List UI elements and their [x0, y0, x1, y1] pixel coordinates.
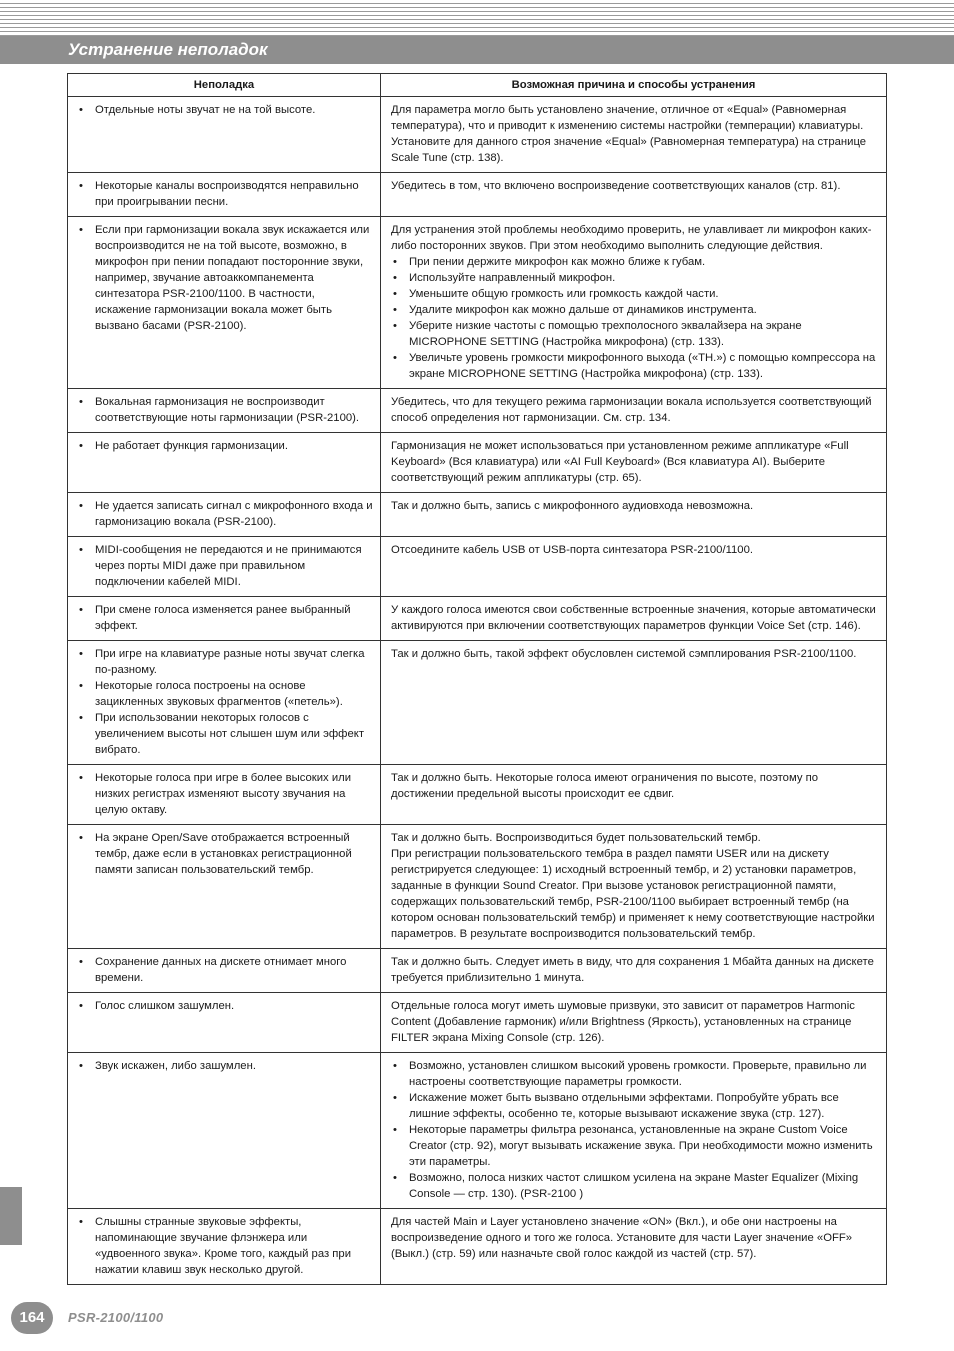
- table-body: [68, 97, 887, 1285]
- solution-text: Для параметра могло быть установлено значение, отличное от «Equal» (Равномерная температура), что и приводит к изменению системы настройки (темперации) клавиатуры. Установите для данного строя значение «Equal» (Равномерная температура) на странице Scale Tune (стр. 138).: [391, 104, 867, 164]
- problem-list: [78, 1058, 374, 1074]
- solution-item: • Увеличьте уровень громкости микрофонного выхода («TH.») с помощью компрессора на экране MICROPHONE SETTING (Настройка микрофона) (стр. 133).: [391, 350, 880, 382]
- table-row: [68, 389, 887, 433]
- problem-item: • Некоторые голоса при игре в более высоких или низких регистрах изменяют высоту звучания на целую октаву.: [78, 770, 374, 818]
- table-row: [68, 825, 887, 949]
- solution-text: Для устранения этой проблемы необходимо проверить, не улавливает ли микрофон каких-либо посторонних звуков. При этом необходимо выполнить следующие действия.: [391, 224, 872, 252]
- problem-cell: [68, 389, 381, 433]
- problem-cell: [68, 493, 381, 537]
- solution-text: Так и должно быть, такой эффект обусловлен системой сэмплирования PSR-2100/1100.: [391, 648, 857, 660]
- solution-text: Так и должно быть. Некоторые голоса имеют ограничения по высоте, поэтому по достижении предельной высоты происходит ее сдвиг.: [391, 772, 819, 800]
- problem-cell: [68, 1209, 381, 1285]
- problem-item: • Вокальная гармонизация не воспроизводит соответствующие ноты гармонизации (PSR-2100).: [78, 394, 374, 426]
- problem-item: • Не удается записать сигнал с микрофонного входа и гармонизацию вокала (PSR-2100).: [78, 498, 374, 530]
- problem-cell: [68, 993, 381, 1053]
- solution-text: Гармонизация не может использоваться при установленном режиме аппликатуре «Full Keyboard» (Вся клавиатура) или «AI Full Keyboard» (Вся клавиатура AI). Выберите соответствующий режим аппликатуры (стр. 65).: [391, 440, 849, 484]
- problem-item: • Некоторые голоса построены на основе зацикленных звуковых фрагментов («петель»).: [78, 678, 374, 710]
- solution-text: Убедитесь, что для текущего режима гармонизации вокала используется соответствующий способ определения нот гармонизации. См. стр. 134.: [391, 396, 872, 424]
- problem-cell: [68, 173, 381, 217]
- solution-cell: [381, 97, 887, 173]
- solution-item: • Некоторые параметры фильтра резонанса, установленные на экране Custom Voice Creator (стр. 92), могут вызывать искажение звука. При необходимости можно изменить эти параметры.: [391, 1122, 880, 1170]
- problem-item: • При использовании некоторых голосов с увеличением высоты нот слышен шум или эффект вибрато.: [78, 710, 374, 758]
- solution-text: Так и должно быть. Следует иметь в виду, что для сохранения 1 Мбайта данных на дискете требуется приблизительно 1 минута.: [391, 956, 874, 984]
- table-row: [68, 1053, 887, 1209]
- solution-text: Убедитесь в том, что включено воспроизведение соответствующих каналов (стр. 81).: [391, 180, 841, 192]
- side-tab-marker: [0, 1187, 22, 1245]
- solution-cell: [381, 993, 887, 1053]
- solution-text: Отсоедините кабель USB от USB-порта синтезатора PSR-2100/1100.: [391, 544, 754, 556]
- problem-item: • При смене голоса изменяется ранее выбранный эффект.: [78, 602, 374, 634]
- problem-item: • Не работает функция гармонизации.: [78, 438, 374, 454]
- model-name: PSR-2100/1100: [68, 1310, 164, 1325]
- problem-cell: [68, 433, 381, 493]
- solution-item: • Искажение может быть вызвано отдельными эффектами. Попробуйте убрать все лишние эффекты, особенно те, которые вызывают искажение звука (стр. 127).: [391, 1090, 880, 1122]
- table-row: [68, 597, 887, 641]
- problem-cell: [68, 765, 381, 825]
- solution-text: У каждого голоса имеются свои собственные встроенные значения, которые автоматически активируются при включении соответствующих параметров функции Voice Set (стр. 146).: [391, 604, 876, 632]
- problem-list: [78, 102, 374, 118]
- problem-cell: [68, 641, 381, 765]
- problem-cell: [68, 949, 381, 993]
- table-row: [68, 1209, 887, 1285]
- solution-item: • При пении держите микрофон как можно ближе к губам.: [391, 254, 880, 270]
- solution-cell: [381, 825, 887, 949]
- table-row: [68, 433, 887, 493]
- solution-text: Отдельные голоса могут иметь шумовые призвуки, это зависит от параметров Harmonic Content (Добавление гармоник) и/или Brightness (Яркость), установленных на странице FILTER экрана Mixing Console (стр. 126).: [391, 1000, 855, 1044]
- solution-item: • Удалите микрофон как можно дальше от динамиков инструмента.: [391, 302, 880, 318]
- problem-item: • Слышны странные звуковые эффекты, напоминающие звучание флэнжера или «удвоенного звука». Кроме того, каждый раз при нажатии клавиш звук несколько другой.: [78, 1214, 374, 1278]
- solution-item: • Используйте направленный микрофон.: [391, 270, 880, 286]
- problem-cell: [68, 217, 381, 389]
- problem-item: • На экране Open/Save отображается встроенный тембр, даже если в установках регистрационной памяти записан пользовательский тембр.: [78, 830, 374, 878]
- problem-list: [78, 178, 374, 210]
- problem-list: [78, 222, 374, 334]
- table-row: [68, 641, 887, 765]
- table-header-row: [68, 74, 887, 97]
- solution-cell: [381, 949, 887, 993]
- problem-cell: [68, 597, 381, 641]
- solution-list: [391, 1058, 880, 1202]
- problem-list: [78, 830, 374, 878]
- problem-list: [78, 438, 374, 454]
- problem-item: • Голос слишком зашумлен.: [78, 998, 374, 1014]
- problem-item: • Отдельные ноты звучат не на той высоте.: [78, 102, 374, 118]
- header-stripes: [0, 0, 954, 36]
- problem-list: [78, 954, 374, 986]
- table-row: [68, 173, 887, 217]
- solution-cell: [381, 389, 887, 433]
- solution-item: • Уберите низкие частоты с помощью трехполосного эквалайзера на экране MICROPHONE SETTING (Настройка микрофона) (стр. 133).: [391, 318, 880, 350]
- title-bar: [0, 36, 954, 64]
- table-row: [68, 537, 887, 597]
- problem-item: • Если при гармонизации вокала звук искажается или воспроизводится не на той высоте, возможно, в микрофон при пении попадают посторонние звуки, например, звучание автоаккомпанемента синтезатора PSR-2100/1100. В частности, искажение гармонизации вокала может быть вызвано басами (PSR-2100).: [78, 222, 374, 334]
- problem-cell: [68, 825, 381, 949]
- table-row: [68, 949, 887, 993]
- table-row: [68, 765, 887, 825]
- column-header-solution: Возможная причина и способы устранения: [381, 74, 887, 97]
- solution-text: Так и должно быть, запись с микрофонного аудиовхода невозможна.: [391, 500, 754, 512]
- solution-cell: [381, 433, 887, 493]
- solution-item: • Возможно, установлен слишком высокий уровень громкости. Проверьте, правильно ли настроены соответствующие параметры громкости.: [391, 1058, 880, 1090]
- solution-cell: [381, 493, 887, 537]
- problem-list: [78, 1214, 374, 1278]
- column-header-problem: Неполадка: [68, 74, 381, 97]
- solution-item: • Уменьшите общую громкость или громкость каждой части.: [391, 286, 880, 302]
- table-row: [68, 493, 887, 537]
- table-row: [68, 993, 887, 1053]
- page-number: 164: [11, 1302, 53, 1334]
- solution-cell: [381, 597, 887, 641]
- solution-item: • Возможно, полоса низких частот слишком усилена на экране Master Equalizer (Mixing Console — стр. 130). (PSR-2100 ): [391, 1170, 880, 1202]
- problem-list: [78, 498, 374, 530]
- problem-list: [78, 602, 374, 634]
- problem-cell: [68, 97, 381, 173]
- solution-cell: [381, 173, 887, 217]
- problem-item: • Некоторые каналы воспроизводятся неправильно при проигрывании песни.: [78, 178, 374, 210]
- solution-text: Для частей Main и Layer установлено значение «ON» (Вкл.), и обе они настроены на воспроизведение одного и того же голоса. Установите для части Layer значение «OFF» (Выкл.) (стр. 59) или назначьте свой голос каждой из частей (стр. 57).: [391, 1216, 853, 1260]
- solution-cell: [381, 641, 887, 765]
- table-row: [68, 97, 887, 173]
- solution-cell: [381, 1209, 887, 1285]
- solution-cell: [381, 1053, 887, 1209]
- problem-item: • При игре на клавиатуре разные ноты звучат слегка по-разному.: [78, 646, 374, 678]
- solution-list: [391, 254, 880, 382]
- solution-text: Так и должно быть. Воспроизводиться будет пользовательский тембр. При регистрации пользовательского тембра в раздел памяти USER или на дискету регистрируется следующее: 1) исходный встроенный тембр, и 2) установки параметров, заданные в функции Sound Creator. При вызове установок регистрационной памяти, содержащих пользовательский тембр, PSR-2100/1100 выбирает встроенный тембр (на котором основан пользовательский тембр) и применяет к нему соответствующие настройки параметров. В результате воспроизводится пользовательский тембр.: [391, 832, 875, 940]
- problem-list: [78, 770, 374, 818]
- problem-list: [78, 394, 374, 426]
- problem-item: • Звук искажен, либо зашумлен.: [78, 1058, 374, 1074]
- problem-cell: [68, 1053, 381, 1209]
- problem-cell: [68, 537, 381, 597]
- problem-item: • Сохранение данных на дискете отнимает много времени.: [78, 954, 374, 986]
- problem-item: • MIDI-сообщения не передаются и не принимаются через порты MIDI даже при правильном подключении кабелей MIDI.: [78, 542, 374, 590]
- problem-list: [78, 998, 374, 1014]
- solution-cell: [381, 537, 887, 597]
- solution-cell: [381, 217, 887, 389]
- troubleshooting-table: [67, 73, 887, 1285]
- table-row: [68, 217, 887, 389]
- solution-cell: [381, 765, 887, 825]
- page-title: Устранение неполадок: [68, 40, 268, 59]
- problem-list: [78, 646, 374, 758]
- problem-list: [78, 542, 374, 590]
